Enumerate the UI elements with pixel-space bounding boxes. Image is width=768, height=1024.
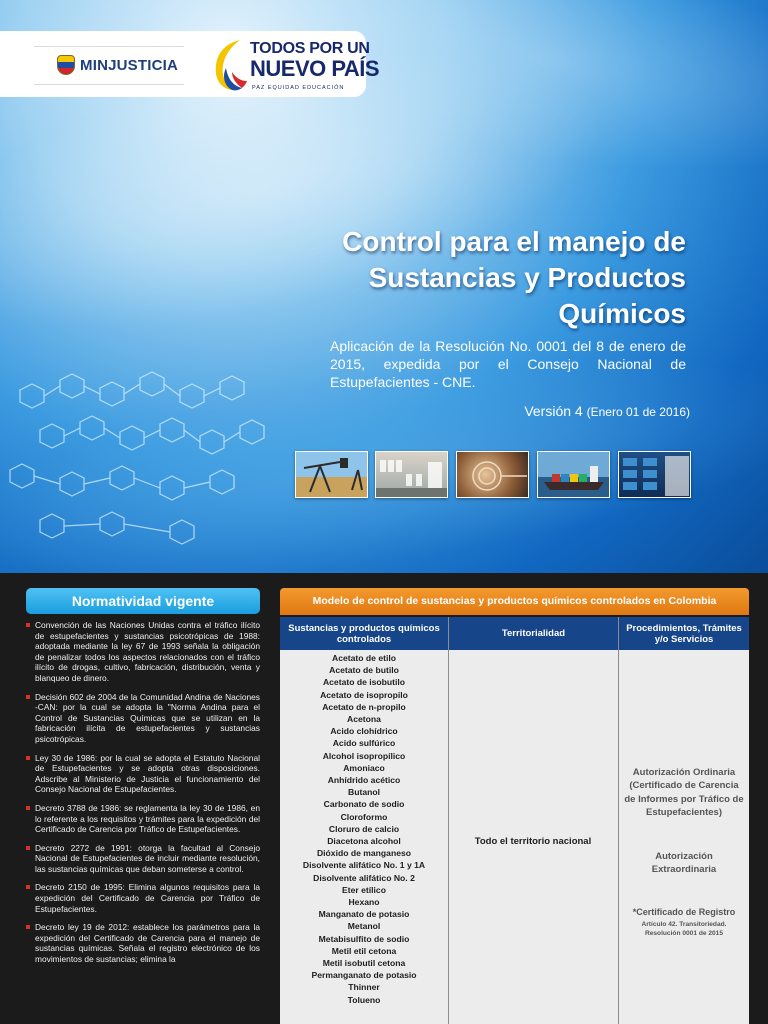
hexagon-network-graphic — [0, 360, 330, 560]
todos-por-un-nuevo-pais-logo-icon — [210, 36, 248, 92]
substance-item: Acetato de isobutilo — [322, 677, 406, 688]
substance-item: Acetato de etilo — [332, 653, 396, 663]
substance-item: Acido sulfúrico — [332, 738, 396, 749]
bullet-icon — [26, 846, 30, 850]
substance-item: Tolueno — [347, 994, 381, 1005]
todos-por-un-logo-text: TODOS POR UN — [250, 40, 370, 57]
version-label — [330, 403, 690, 419]
title-line: Control para el manejo de — [342, 226, 686, 257]
title-line: Sustancias y Productos — [368, 262, 686, 293]
substance-item: Alcohol isopropílico — [322, 750, 406, 761]
list-item — [26, 803, 260, 835]
bullet-icon — [26, 695, 30, 699]
certificado-registro: *Certificado de Registro — [632, 907, 736, 918]
substance-item: Acetato de butilo — [329, 665, 399, 676]
list-item — [26, 692, 260, 745]
substance-item: Carbonato de sodio — [323, 799, 405, 810]
version-number: Versión 4 — [524, 403, 583, 419]
substance-item: Hexano — [348, 897, 380, 908]
substance-item: Acetato de isopropilo — [320, 689, 408, 700]
substance-item: Permanganato de potasio — [311, 970, 417, 981]
bullet-icon — [26, 885, 30, 889]
procedures-list — [619, 652, 749, 938]
list-item-text: Decisión 602 de 2004 de la Comunidad Andina de Naciones -CAN: por la cual se adopta la "Norma Andina para el Control de Sustancias Químicas que se utilizan en la fabricación ilícita de estupefacientes y sustancias psicotrópicas. — [35, 691, 260, 744]
autorizacion-ordinaria: Autorización Ordinaria (Certificado de Carencia de Informes por Tráfico de Estupefacientes) — [624, 767, 744, 819]
model-header: Modelo de control de sustancias y productos químicos controlados en Colombia — [280, 588, 749, 615]
warehouse-photo — [618, 451, 691, 498]
substance-item: Metanol — [347, 921, 381, 932]
substance-item: Cloruro de calcio — [328, 823, 400, 834]
substance-item: Disolvente alifático No. 2 — [313, 872, 415, 883]
column-header-procedures: Procedimientos, Trámites y/o Servicios — [619, 617, 749, 650]
list-item-text: Decreto 2272 de 1991: otorga la facultad al Consejo Nacional de Estupefacientes de incluir mediante resolución, las sustancias químicas que deban someterse a control. — [35, 842, 260, 874]
substance-item: Acetato de n-propilo — [322, 701, 406, 712]
version-date: (Enero 01 de 2016) — [586, 405, 690, 419]
column-header-territory: Territorialidad — [449, 617, 618, 650]
list-item — [26, 922, 260, 964]
substance-item: Anhídrido acético — [327, 775, 401, 786]
substance-item: Metil isobutil cetona — [322, 958, 406, 969]
list-item — [26, 620, 260, 684]
substance-item: Butanol — [348, 787, 380, 798]
colombia-crest-icon — [57, 55, 75, 75]
title-line: Químicos — [558, 298, 686, 329]
cargo-ship-photo — [537, 451, 610, 498]
list-item-text: Convención de las Naciones Unidas contra el tráfico ilícito de estupefacientes y sustancias psicotrópicas de 1988: adoptada mediante la ley 67 de 1993 señala la obligación de penalizar todos los aspectos relacionados con el tráfico ilícito de drogas, cultivo, fabricación, distribución, venta y blanqueo de dinero. — [35, 620, 260, 683]
list-item-text: Decreto 3788 de 1986: se reglamenta la ley 30 de 1986, en lo referente a los requisitos y trámites para la expedición del Certificado de Carencia por Tráfico de Estupefacientes. — [35, 802, 260, 835]
substance-item: Disolvente alifático No. 1 y 1A — [302, 860, 426, 871]
bullet-icon — [26, 806, 30, 810]
industrial-machinery-photo — [456, 451, 529, 498]
list-item-text: Decreto 2150 de 1995: Elimina algunos requisitos para la expedición del Certificado de Carencia por Tráfico de Estupefacientes. — [35, 882, 260, 914]
nuevo-pais-logo-text: NUEVO PAÍS — [250, 56, 380, 81]
autorizacion-extraordinaria: Autorización Extraordinaria — [651, 850, 717, 876]
list-item-text: Ley 30 de 1986: por la cual se adopta el Estatuto Nacional de Estupefacientes y se adopta otras disposiciones. Adscribe al Ministerio de Justicia el funcionamiento del Consejo Nacional de Estupefacientes. — [35, 752, 260, 795]
divider — [34, 46, 184, 47]
divider — [34, 84, 184, 85]
bullet-icon — [26, 756, 30, 760]
substance-item: Eter etílico — [342, 884, 386, 895]
normatividad-header: Normatividad vigente — [26, 588, 260, 614]
laboratory-photo — [375, 451, 448, 498]
normatividad-list — [26, 620, 260, 1024]
list-item — [26, 843, 260, 875]
substance-item: Dióxido de manganeso — [316, 848, 412, 859]
substance-item: Acido clohídrico — [330, 726, 398, 737]
territory-value: Todo el territorio nacional — [474, 836, 592, 847]
substance-item: Thinner — [348, 982, 380, 993]
minjusticia-logo-text: MINJUSTICIA — [80, 57, 179, 74]
cover-title — [200, 224, 686, 332]
substance-item: Metil etil cetona — [331, 945, 397, 956]
column-divider — [448, 617, 449, 1024]
bullet-icon — [26, 623, 30, 627]
column-header-substances: Sustancias y productos químicos controlados — [280, 617, 448, 650]
substance-item: Manganato de potasio — [318, 909, 410, 920]
certificado-registro-note: Artículo 42. Transitoriedad. Resolución 0001 de 2015 — [641, 920, 727, 937]
substance-item: Metabisulfito de sodio — [318, 933, 410, 944]
list-item — [26, 882, 260, 914]
substances-list — [282, 652, 446, 1006]
substance-item: Diacetona alcohol — [327, 836, 401, 847]
logo-tagline: PAZ EQUIDAD EDUCACIÓN — [252, 85, 345, 91]
bullet-icon — [26, 925, 30, 929]
substance-item: Cloroformo — [340, 811, 388, 822]
list-item — [26, 753, 260, 795]
oil-pump-photo — [295, 451, 368, 498]
cover-subtitle: Aplicación de la Resolución No. 0001 del 8 de enero de 2015, expedida por el Consejo Nacional de Estupefacientes - CNE. — [330, 338, 686, 390]
substance-item: Amoniaco — [343, 762, 385, 773]
substance-item: Acetona — [347, 714, 381, 725]
list-item-text: Decreto ley 19 de 2012: establece los parámetros para la expedición del Certificado de Carencia para el manejo de sustancias químicas. Señala el registro electrónico de los movimientos de sustancias; elimina la — [35, 922, 260, 965]
